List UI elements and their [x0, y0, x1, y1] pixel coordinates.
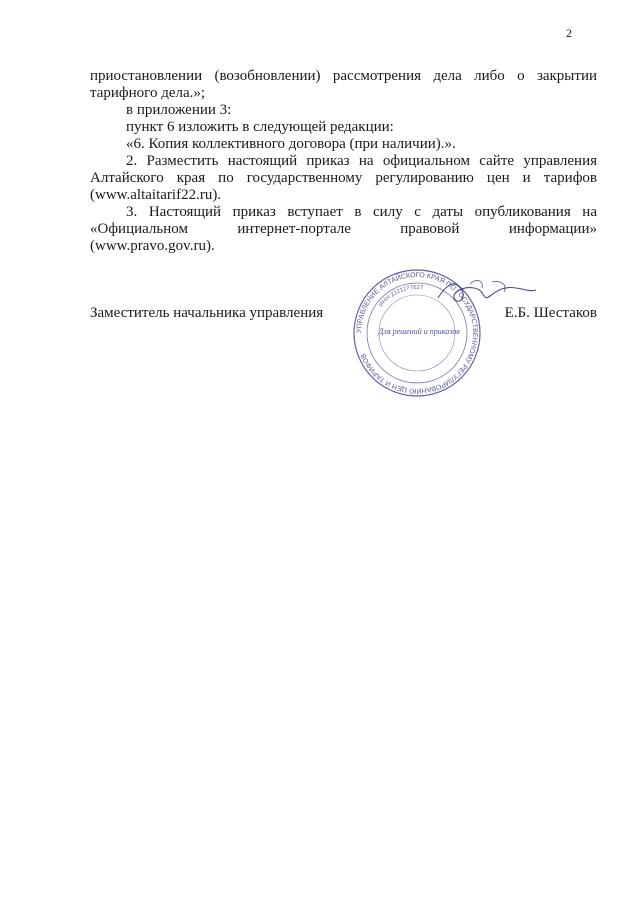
- signatory-position: Заместитель начальника управления: [90, 305, 324, 321]
- seal-inn-text: ИНН 2221177627: [378, 284, 424, 309]
- text-line: «6. Копия коллективного договора (при наличии).».: [126, 136, 456, 152]
- seal-ring-text: УПРАВЛЕНИЕ АЛТАЙСКОГО КРАЯ ПО ГОСУДАРСТВЕННОМУ РЕГУЛИРОВАНИЮ ЦЕН И ТАРИФОВ: [355, 271, 479, 395]
- document-body: [90, 68, 597, 255]
- text-line: тарифного дела.»;: [90, 85, 206, 101]
- seal-center-text: Для решений и приказов: [378, 327, 460, 336]
- text-line: 3. Настоящий приказ вступает в силу с даты опубликования на: [126, 204, 597, 220]
- text-line: в приложении 3:: [126, 102, 232, 118]
- page-number: 2: [566, 26, 572, 40]
- text-line: приостановлении (возобновлении) рассмотрения дела либо о закрытии: [90, 68, 597, 84]
- paragraph-2: 2. Разместить настоящий приказ на официальном сайте управления Алтайского края по государственному регулированию цен и тарифов (www.altaitarif22.ru).: [90, 153, 597, 203]
- text-line: «Официальном интернет-портале правовой информации»: [90, 221, 597, 237]
- signatory-name: Е.Б. Шестаков: [504, 305, 597, 321]
- text-line: пункт 6 изложить в следующей редакции:: [126, 119, 394, 135]
- text-line: (www.pravo.gov.ru).: [90, 238, 215, 254]
- handwritten-signature: [430, 268, 540, 316]
